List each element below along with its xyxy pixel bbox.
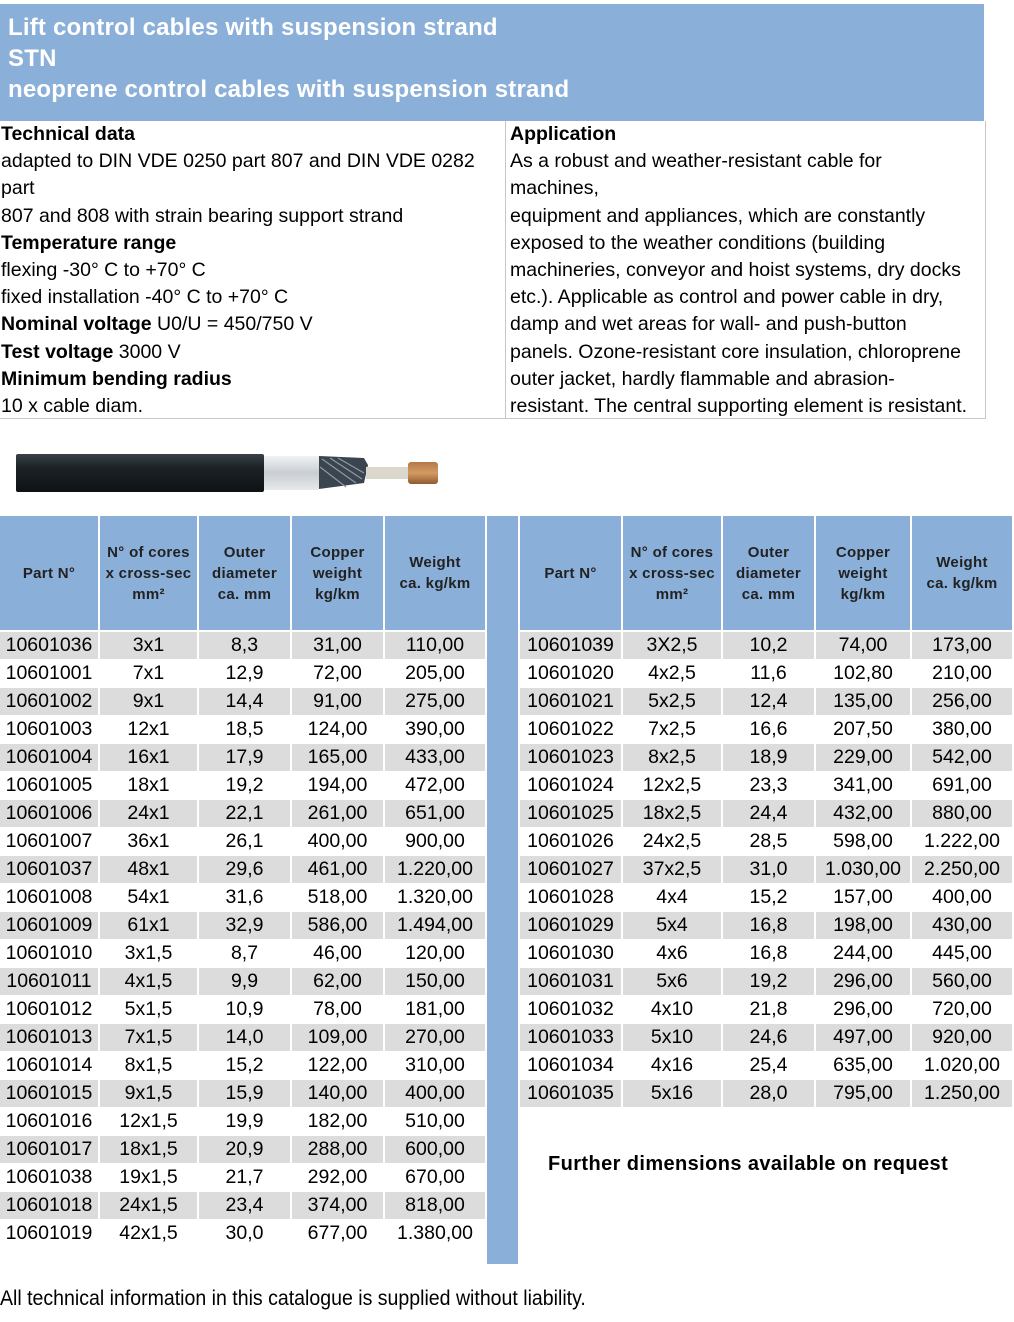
application-line: machines, <box>510 177 599 200</box>
table-row <box>520 828 1014 856</box>
copper-weight-cell: 31,00 <box>292 632 385 660</box>
part-number-cell: 10601039 <box>520 632 623 660</box>
header-weight: Weight ca. kg/km <box>912 516 1014 632</box>
part-number-cell: 10601010 <box>0 940 100 968</box>
cores-cross-section-cell: 5x2,5 <box>623 688 723 716</box>
cable-copper-strand <box>408 462 438 484</box>
table-row <box>0 772 487 800</box>
application-line: As a robust and weather-resistant cable for <box>510 150 882 173</box>
fixed-range: fixed installation -40° C to +70° C <box>1 286 289 309</box>
table-row <box>0 716 487 744</box>
application-line: exposed to the weather conditions (building <box>510 231 886 254</box>
cores-cross-section-cell: 19x1,5 <box>100 1164 199 1192</box>
weight-cell: 818,00 <box>385 1192 487 1220</box>
cores-cross-section-cell: 5x10 <box>623 1024 723 1052</box>
cores-cross-section-cell: 9x1 <box>100 688 199 716</box>
table-row <box>0 1052 487 1080</box>
copper-weight-cell: 432,00 <box>816 800 912 828</box>
cores-cross-section-cell: 24x1 <box>100 800 199 828</box>
part-number-cell: 10601038 <box>0 1164 100 1192</box>
title-banner <box>0 4 984 121</box>
weight-cell: 400,00 <box>912 884 1014 912</box>
weight-cell: 270,00 <box>385 1024 487 1052</box>
copper-weight-cell: 1.030,00 <box>816 856 912 884</box>
cores-cross-section-cell: 3x1,5 <box>100 940 199 968</box>
table-row <box>0 744 487 772</box>
temperature-heading: Temperature range <box>1 231 177 254</box>
table-row <box>0 1108 487 1136</box>
bending-heading: Minimum bending radius <box>1 367 232 390</box>
weight-cell: 600,00 <box>385 1136 487 1164</box>
copper-weight-cell: 296,00 <box>816 996 912 1024</box>
weight-cell: 1.320,00 <box>385 884 487 912</box>
table-row <box>0 968 487 996</box>
copper-weight-cell: 165,00 <box>292 744 385 772</box>
weight-cell: 205,00 <box>385 660 487 688</box>
header-part-no: Part N° <box>520 516 623 632</box>
cores-cross-section-cell: 42x1,5 <box>100 1220 199 1248</box>
part-number-cell: 10601007 <box>0 828 100 856</box>
table-row <box>520 716 1014 744</box>
header-copper-weight: Copper weight kg/km <box>292 516 385 632</box>
copper-weight-cell: 795,00 <box>816 1080 912 1108</box>
cores-cross-section-cell: 7x1,5 <box>100 1024 199 1052</box>
part-number-cell: 10601015 <box>0 1080 100 1108</box>
part-number-cell: 10601014 <box>0 1052 100 1080</box>
weight-cell: 390,00 <box>385 716 487 744</box>
outer-diameter-cell: 15,9 <box>199 1080 292 1108</box>
cores-cross-section-cell: 5x1,5 <box>100 996 199 1024</box>
weight-cell: 651,00 <box>385 800 487 828</box>
table-row <box>0 688 487 716</box>
weight-cell: 472,00 <box>385 772 487 800</box>
outer-diameter-cell: 12,4 <box>723 688 816 716</box>
table-row <box>0 632 487 660</box>
outer-diameter-cell: 31,6 <box>199 884 292 912</box>
part-number-cell: 10601019 <box>0 1220 100 1248</box>
part-number-cell: 10601003 <box>0 716 100 744</box>
copper-weight-cell: 182,00 <box>292 1108 385 1136</box>
weight-cell: 1.250,00 <box>912 1080 1014 1108</box>
table-row <box>0 1220 487 1248</box>
weight-cell: 1.020,00 <box>912 1052 1014 1080</box>
weight-cell: 430,00 <box>912 912 1014 940</box>
copper-weight-cell: 102,80 <box>816 660 912 688</box>
weight-cell: 560,00 <box>912 968 1014 996</box>
cores-cross-section-cell: 18x1 <box>100 772 199 800</box>
cores-cross-section-cell: 4x6 <box>623 940 723 968</box>
cores-cross-section-cell: 3x1 <box>100 632 199 660</box>
copper-weight-cell: 198,00 <box>816 912 912 940</box>
copper-weight-cell: 229,00 <box>816 744 912 772</box>
part-number-cell: 10601012 <box>0 996 100 1024</box>
header-cores: N° of cores x cross-sec mm² <box>100 516 199 632</box>
weight-cell: 720,00 <box>912 996 1014 1024</box>
header-part-no: Part N° <box>0 516 100 632</box>
weight-cell: 900,00 <box>385 828 487 856</box>
cores-cross-section-cell: 54x1 <box>100 884 199 912</box>
part-number-cell: 10601026 <box>520 828 623 856</box>
table-row <box>0 1164 487 1192</box>
outer-diameter-cell: 28,5 <box>723 828 816 856</box>
weight-cell: 880,00 <box>912 800 1014 828</box>
copper-weight-cell: 72,00 <box>292 660 385 688</box>
copper-weight-cell: 122,00 <box>292 1052 385 1080</box>
cores-cross-section-cell: 37x2,5 <box>623 856 723 884</box>
header-cores: N° of cores x cross-sec mm² <box>623 516 723 632</box>
standard-line: part <box>1 177 35 200</box>
cores-cross-section-cell: 7x1 <box>100 660 199 688</box>
cores-cross-section-cell: 16x1 <box>100 744 199 772</box>
copper-weight-cell: 194,00 <box>292 772 385 800</box>
part-number-cell: 10601033 <box>520 1024 623 1052</box>
part-number-cell: 10601027 <box>520 856 623 884</box>
part-number-cell: 10601016 <box>0 1108 100 1136</box>
cores-cross-section-cell: 9x1,5 <box>100 1080 199 1108</box>
outer-diameter-cell: 24,6 <box>723 1024 816 1052</box>
copper-weight-cell: 635,00 <box>816 1052 912 1080</box>
copper-weight-cell: 74,00 <box>816 632 912 660</box>
weight-cell: 691,00 <box>912 772 1014 800</box>
part-number-cell: 10601032 <box>520 996 623 1024</box>
table-row <box>520 912 1014 940</box>
table-row <box>520 1052 1014 1080</box>
part-number-cell: 10601037 <box>0 856 100 884</box>
cores-cross-section-cell: 4x16 <box>623 1052 723 1080</box>
weight-cell: 1.222,00 <box>912 828 1014 856</box>
application-line: equipment and appliances, which are constantly <box>510 204 926 227</box>
copper-weight-cell: 288,00 <box>292 1136 385 1164</box>
table-row <box>0 660 487 688</box>
technical-data-heading: Technical data <box>1 123 136 145</box>
cores-cross-section-cell: 4x1,5 <box>100 968 199 996</box>
outer-diameter-cell: 12,9 <box>199 660 292 688</box>
header-outer-diameter: Outer diameter ca. mm <box>723 516 816 632</box>
table-row <box>520 1080 1014 1108</box>
part-number-cell: 10601031 <box>520 968 623 996</box>
part-number-cell: 10601034 <box>520 1052 623 1080</box>
header-copper-weight: Copper weight kg/km <box>816 516 912 632</box>
cores-cross-section-cell: 12x2,5 <box>623 772 723 800</box>
product-title: Lift control cables with suspension strand <box>8 14 498 41</box>
table-row <box>0 1024 487 1052</box>
weight-cell: 2.250,00 <box>912 856 1014 884</box>
outer-diameter-cell: 19,2 <box>723 968 816 996</box>
spec-table-left <box>0 516 487 1248</box>
application-line: damp and wet areas for wall- and push-button <box>510 313 907 336</box>
part-number-cell: 10601001 <box>0 660 100 688</box>
copper-weight-cell: 62,00 <box>292 968 385 996</box>
weight-cell: 380,00 <box>912 716 1014 744</box>
weight-cell: 1.494,00 <box>385 912 487 940</box>
cores-cross-section-cell: 12x1,5 <box>100 1108 199 1136</box>
part-number-cell: 10601021 <box>520 688 623 716</box>
further-dimensions-note: Further dimensions available on request <box>548 1153 949 1175</box>
weight-cell: 120,00 <box>385 940 487 968</box>
outer-diameter-cell: 9,9 <box>199 968 292 996</box>
copper-weight-cell: 586,00 <box>292 912 385 940</box>
cores-cross-section-cell: 5x16 <box>623 1080 723 1108</box>
weight-cell: 181,00 <box>385 996 487 1024</box>
application-line: machineries, conveyor and hoist systems, dry docks <box>510 259 961 282</box>
weight-cell: 920,00 <box>912 1024 1014 1052</box>
outer-diameter-cell: 23,3 <box>723 772 816 800</box>
outer-diameter-cell: 22,1 <box>199 800 292 828</box>
spec-table-right <box>520 516 1014 1108</box>
product-code: STN <box>8 45 57 72</box>
header-outer-diameter: Outer diameter ca. mm <box>199 516 292 632</box>
part-number-cell: 10601028 <box>520 884 623 912</box>
cores-cross-section-cell: 24x1,5 <box>100 1192 199 1220</box>
weight-cell: 542,00 <box>912 744 1014 772</box>
cable-photo-icon <box>16 453 446 493</box>
table-row <box>0 912 487 940</box>
part-number-cell: 10601011 <box>0 968 100 996</box>
application-line: etc.). Applicable as control and power cable in dry, <box>510 286 944 309</box>
weight-cell: 110,00 <box>385 632 487 660</box>
part-number-cell: 10601020 <box>520 660 623 688</box>
table-divider <box>487 516 518 1264</box>
outer-diameter-cell: 30,0 <box>199 1220 292 1248</box>
table-row <box>0 828 487 856</box>
outer-diameter-cell: 32,9 <box>199 912 292 940</box>
cores-cross-section-cell: 8x2,5 <box>623 744 723 772</box>
outer-diameter-cell: 18,5 <box>199 716 292 744</box>
part-number-cell: 10601035 <box>520 1080 623 1108</box>
copper-weight-cell: 124,00 <box>292 716 385 744</box>
bending-value: 10 x cable diam. <box>1 395 143 418</box>
copper-weight-cell: 400,00 <box>292 828 385 856</box>
table-row <box>520 772 1014 800</box>
weight-cell: 510,00 <box>385 1108 487 1136</box>
part-number-cell: 10601004 <box>0 744 100 772</box>
table-row <box>0 800 487 828</box>
flexing-range: flexing -30° C to +70° C <box>1 259 206 282</box>
cable-jacket <box>16 454 264 492</box>
outer-diameter-cell: 26,1 <box>199 828 292 856</box>
technical-data-box <box>0 121 506 419</box>
test-voltage-value: 3000 V <box>118 340 181 363</box>
table-row <box>520 884 1014 912</box>
part-number-cell: 10601024 <box>520 772 623 800</box>
cores-cross-section-cell: 5x6 <box>623 968 723 996</box>
cable-insulation <box>366 467 408 479</box>
part-number-cell: 10601023 <box>520 744 623 772</box>
weight-cell: 256,00 <box>912 688 1014 716</box>
table-row <box>520 968 1014 996</box>
part-number-cell: 10601009 <box>0 912 100 940</box>
outer-diameter-cell: 28,0 <box>723 1080 816 1108</box>
cores-cross-section-cell: 4x4 <box>623 884 723 912</box>
outer-diameter-cell: 16,8 <box>723 940 816 968</box>
weight-cell: 433,00 <box>385 744 487 772</box>
copper-weight-cell: 135,00 <box>816 688 912 716</box>
copper-weight-cell: 109,00 <box>292 1024 385 1052</box>
cores-cross-section-cell: 5x4 <box>623 912 723 940</box>
weight-cell: 1.380,00 <box>385 1220 487 1248</box>
copper-weight-cell: 497,00 <box>816 1024 912 1052</box>
table-row <box>0 856 487 884</box>
outer-diameter-cell: 23,4 <box>199 1192 292 1220</box>
weight-cell: 210,00 <box>912 660 1014 688</box>
cores-cross-section-cell: 4x2,5 <box>623 660 723 688</box>
outer-diameter-cell: 20,9 <box>199 1136 292 1164</box>
copper-weight-cell: 292,00 <box>292 1164 385 1192</box>
part-number-cell: 10601006 <box>0 800 100 828</box>
table-row <box>0 996 487 1024</box>
cores-cross-section-cell: 24x2,5 <box>623 828 723 856</box>
product-subtitle: neoprene control cables with suspension strand <box>8 76 570 103</box>
weight-cell: 275,00 <box>385 688 487 716</box>
copper-weight-cell: 244,00 <box>816 940 912 968</box>
cores-cross-section-cell: 48x1 <box>100 856 199 884</box>
copper-weight-cell: 46,00 <box>292 940 385 968</box>
copper-weight-cell: 374,00 <box>292 1192 385 1220</box>
application-line: resistant. The central supporting element is resistant. <box>510 395 968 418</box>
outer-diameter-cell: 16,8 <box>723 912 816 940</box>
weight-cell: 445,00 <box>912 940 1014 968</box>
cable-shield <box>264 456 319 490</box>
part-number-cell: 10601008 <box>0 884 100 912</box>
outer-diameter-cell: 21,8 <box>723 996 816 1024</box>
outer-diameter-cell: 21,7 <box>199 1164 292 1192</box>
part-number-cell: 10601022 <box>520 716 623 744</box>
part-number-cell: 10601029 <box>520 912 623 940</box>
cores-cross-section-cell: 18x1,5 <box>100 1136 199 1164</box>
application-box <box>505 121 986 419</box>
weight-cell: 173,00 <box>912 632 1014 660</box>
cores-cross-section-cell: 18x2,5 <box>623 800 723 828</box>
copper-weight-cell: 341,00 <box>816 772 912 800</box>
part-number-cell: 10601002 <box>0 688 100 716</box>
outer-diameter-cell: 11,6 <box>723 660 816 688</box>
standard-line: 807 and 808 with strain bearing support strand <box>1 204 404 227</box>
table-row <box>0 1192 487 1220</box>
table-row <box>520 800 1014 828</box>
standard-line: adapted to DIN VDE 0250 part 807 and DIN VDE 0282 <box>1 150 475 173</box>
outer-diameter-cell: 19,9 <box>199 1108 292 1136</box>
outer-diameter-cell: 8,3 <box>199 632 292 660</box>
table-row <box>520 744 1014 772</box>
copper-weight-cell: 207,50 <box>816 716 912 744</box>
table-row <box>520 856 1014 884</box>
cores-cross-section-cell: 4x10 <box>623 996 723 1024</box>
outer-diameter-cell: 29,6 <box>199 856 292 884</box>
copper-weight-cell: 518,00 <box>292 884 385 912</box>
table-row <box>0 884 487 912</box>
copper-weight-cell: 261,00 <box>292 800 385 828</box>
table-row <box>520 1024 1014 1052</box>
table-row <box>0 940 487 968</box>
outer-diameter-cell: 31,0 <box>723 856 816 884</box>
nominal-voltage-value: U0/U = 450/750 V <box>157 313 313 336</box>
cores-cross-section-cell: 61x1 <box>100 912 199 940</box>
weight-cell: 150,00 <box>385 968 487 996</box>
weight-cell: 1.220,00 <box>385 856 487 884</box>
outer-diameter-cell: 16,6 <box>723 716 816 744</box>
part-number-cell: 10601013 <box>0 1024 100 1052</box>
weight-cell: 310,00 <box>385 1052 487 1080</box>
outer-diameter-cell: 17,9 <box>199 744 292 772</box>
outer-diameter-cell: 19,2 <box>199 772 292 800</box>
copper-weight-cell: 140,00 <box>292 1080 385 1108</box>
table-row <box>520 660 1014 688</box>
part-number-cell: 10601005 <box>0 772 100 800</box>
outer-diameter-cell: 18,9 <box>723 744 816 772</box>
table-row <box>520 940 1014 968</box>
weight-cell: 400,00 <box>385 1080 487 1108</box>
outer-diameter-cell: 24,4 <box>723 800 816 828</box>
cores-cross-section-cell: 12x1 <box>100 716 199 744</box>
copper-weight-cell: 461,00 <box>292 856 385 884</box>
application-heading: Application <box>510 123 617 145</box>
application-line: panels. Ozone-resistant core insulation, chloroprene <box>510 340 961 363</box>
application-line: outer jacket, hardly flammable and abrasion- <box>510 367 895 390</box>
table-row <box>520 996 1014 1024</box>
outer-diameter-cell: 14,0 <box>199 1024 292 1052</box>
copper-weight-cell: 91,00 <box>292 688 385 716</box>
table-row <box>0 1080 487 1108</box>
table-row <box>0 1136 487 1164</box>
outer-diameter-cell: 8,7 <box>199 940 292 968</box>
part-number-cell: 10601036 <box>0 632 100 660</box>
liability-disclaimer: All technical information in this catalogue is supplied without liability. <box>0 1287 586 1310</box>
header-weight: Weight ca. kg/km <box>385 516 487 632</box>
outer-diameter-cell: 14,4 <box>199 688 292 716</box>
copper-weight-cell: 78,00 <box>292 996 385 1024</box>
weight-cell: 670,00 <box>385 1164 487 1192</box>
outer-diameter-cell: 15,2 <box>723 884 816 912</box>
copper-weight-cell: 296,00 <box>816 968 912 996</box>
test-voltage-label: Test voltage <box>1 340 114 363</box>
copper-weight-cell: 157,00 <box>816 884 912 912</box>
part-number-cell: 10601025 <box>520 800 623 828</box>
cores-cross-section-cell: 3X2,5 <box>623 632 723 660</box>
part-number-cell: 10601017 <box>0 1136 100 1164</box>
outer-diameter-cell: 25,4 <box>723 1052 816 1080</box>
copper-weight-cell: 598,00 <box>816 828 912 856</box>
outer-diameter-cell: 15,2 <box>199 1052 292 1080</box>
table-row <box>520 632 1014 660</box>
nominal-voltage-label: Nominal voltage <box>1 313 152 336</box>
outer-diameter-cell: 10,9 <box>199 996 292 1024</box>
table-row <box>520 688 1014 716</box>
part-number-cell: 10601030 <box>520 940 623 968</box>
part-number-cell: 10601018 <box>0 1192 100 1220</box>
copper-weight-cell: 677,00 <box>292 1220 385 1248</box>
cores-cross-section-cell: 7x2,5 <box>623 716 723 744</box>
outer-diameter-cell: 10,2 <box>723 632 816 660</box>
cores-cross-section-cell: 8x1,5 <box>100 1052 199 1080</box>
cores-cross-section-cell: 36x1 <box>100 828 199 856</box>
